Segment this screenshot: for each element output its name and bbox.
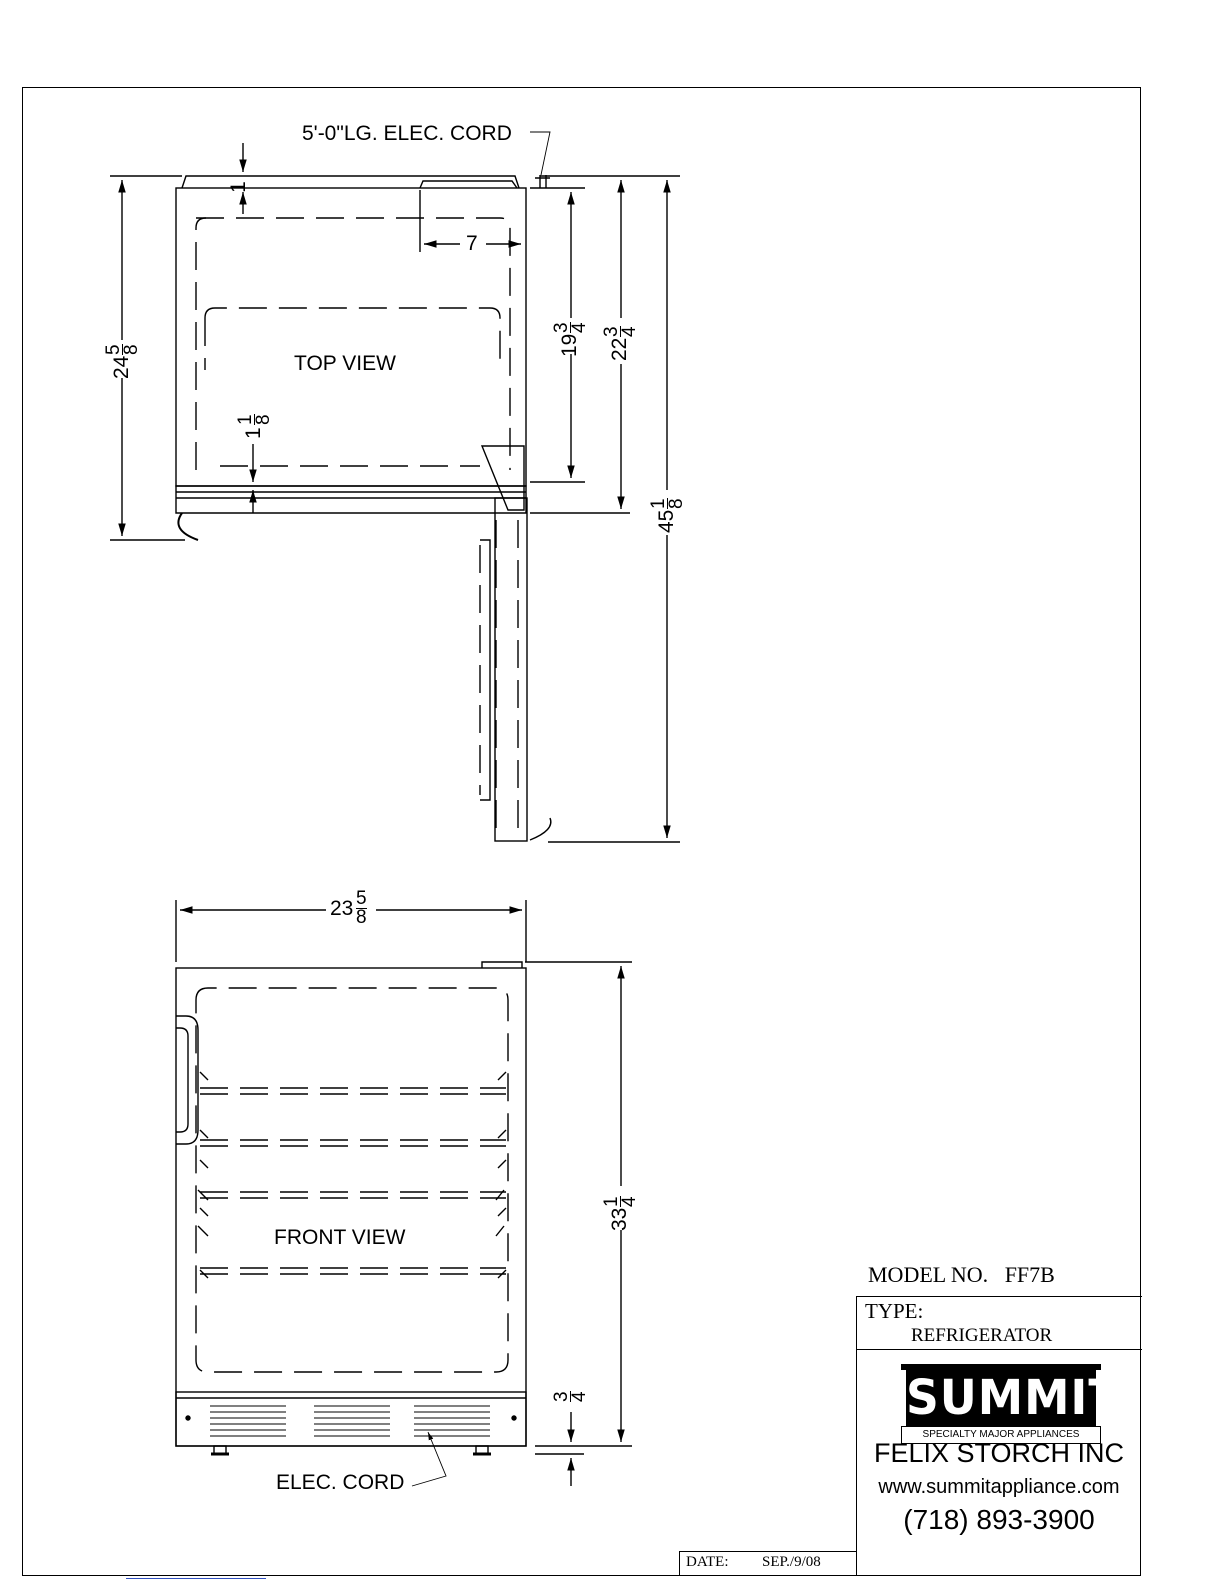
dim-inner-depth-whole: 19 [558, 333, 581, 357]
logo-word: SUMMIT [906, 1370, 1121, 1426]
dim-leg-den: 4 [569, 1391, 590, 1402]
dim-inner-depth-den: 4 [569, 322, 590, 333]
dim-width-den: 8 [356, 907, 367, 928]
front-cord-label: ELEC. CORD [276, 1471, 405, 1494]
phone-number: (718) 893-3900 [903, 1504, 1095, 1535]
date-box [679, 1551, 857, 1576]
dim-height-whole: 33 [608, 1207, 631, 1231]
website-link[interactable]: www.summitappliance.com [878, 1476, 1120, 1498]
dim-width-whole: 23 [330, 897, 354, 920]
date-label: DATE: [686, 1554, 729, 1570]
model-value: FF7B [1004, 1262, 1055, 1287]
dim-body-depth-den: 4 [619, 326, 640, 337]
model-number [868, 1262, 1055, 1288]
dim-door-thickness-num: 1 [235, 414, 256, 425]
company-name: FELIX STORCH INC [873, 1438, 1125, 1468]
dim-top-gap: 1 [226, 181, 250, 193]
dim-height-num: 1 [601, 1196, 622, 1207]
company-box [856, 1350, 1142, 1576]
dim-body-depth-num: 3 [601, 326, 622, 337]
dim-door-open-num: 1 [648, 498, 669, 509]
dim-hinge: 7 [466, 232, 478, 255]
dim-door-open-whole: 45 [655, 509, 678, 533]
dim-height-den: 4 [619, 1196, 640, 1207]
bottom-link-underline [126, 1578, 266, 1579]
dim-leg-num: 3 [551, 1391, 572, 1402]
summit-logo [901, 1370, 1121, 1444]
type-value: REFRIGERATOR [911, 1325, 1053, 1346]
top-cord-label: 5'-0"LG. ELEC. CORD [302, 122, 512, 145]
top-view-label: TOP VIEW [294, 352, 396, 375]
dim-overall-depth-whole: 24 [110, 355, 133, 379]
model-label: MODEL NO. [868, 1262, 989, 1287]
dim-inner-depth-num: 3 [551, 322, 572, 333]
dim-door-open-den: 8 [666, 498, 687, 509]
dim-width-num: 5 [356, 888, 367, 909]
logo-tagline: SPECIALTY MAJOR APPLIANCES [901, 1426, 1101, 1444]
dim-body-depth-whole: 22 [608, 337, 631, 361]
dim-overall-depth-den: 8 [121, 344, 142, 355]
date-value: SEP./9/08 [762, 1554, 821, 1570]
dim-overall-depth-num: 5 [103, 344, 124, 355]
type-box [856, 1296, 1142, 1350]
front-view-label: FRONT VIEW [274, 1226, 406, 1249]
type-label: TYPE: [865, 1299, 924, 1323]
dim-door-thickness-whole: 1 [242, 427, 265, 439]
dim-door-thickness-den: 8 [253, 414, 274, 425]
